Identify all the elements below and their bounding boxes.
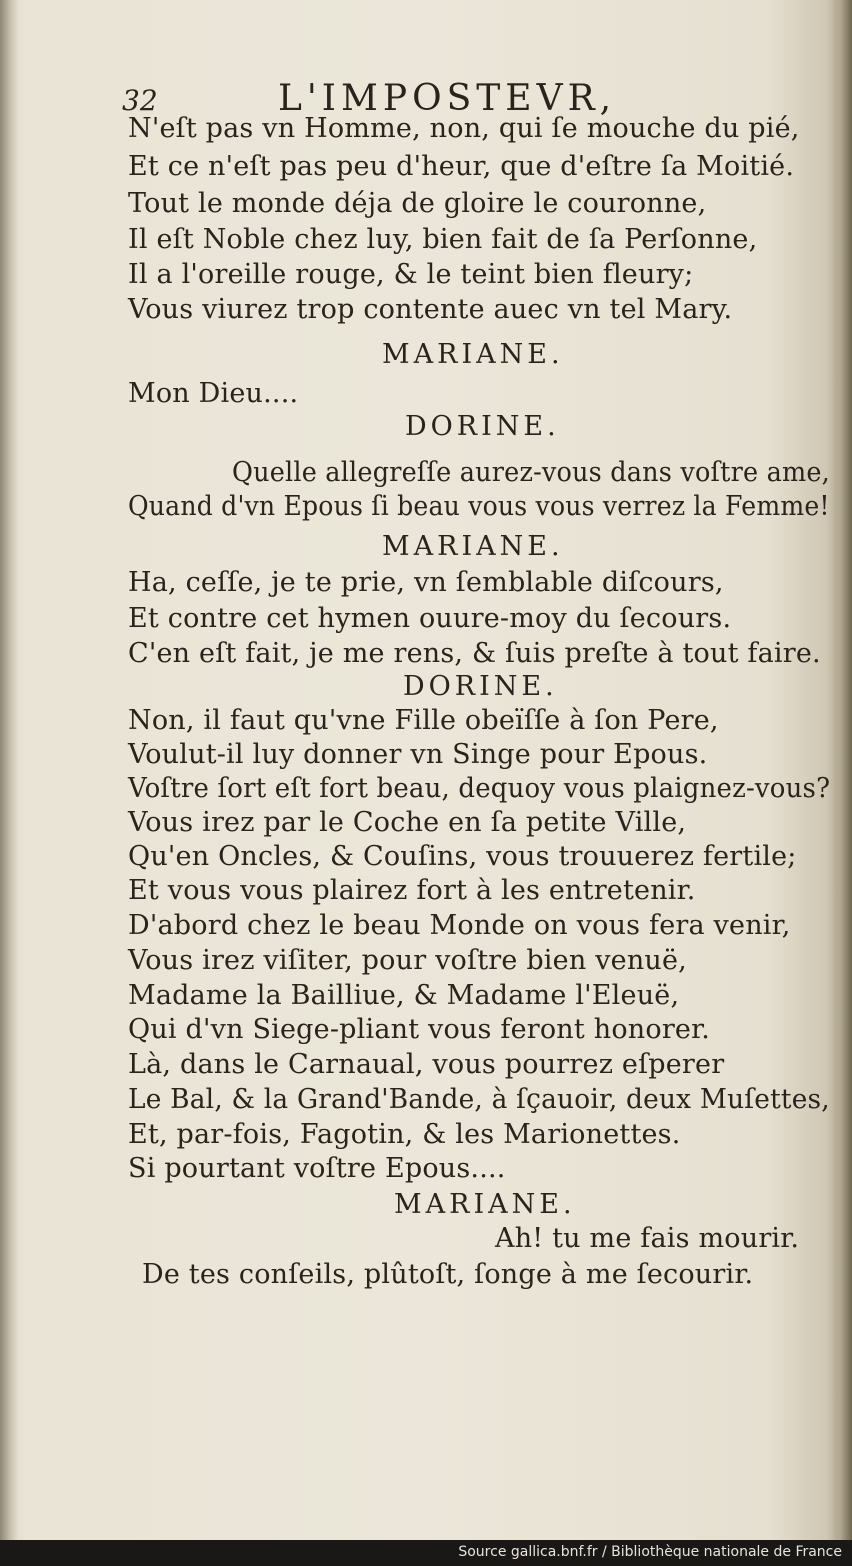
speaker-name: MARIANE. bbox=[394, 1189, 576, 1220]
verse-line: Voulut-il luy donner vn Singe pour Epous. bbox=[128, 739, 708, 770]
verse-line: Ah! tu me fais mourir. bbox=[495, 1223, 800, 1254]
verse-line: Si pourtant voſtre Epous.... bbox=[128, 1153, 506, 1184]
verse-line: N'eſt pas vn Homme, non, qui ſe mouche du pié, bbox=[128, 113, 800, 144]
verse-line: Le Bal, & la Grand'Bande, à ſçauoir, deux Muſettes, bbox=[128, 1084, 830, 1115]
verse-line: Et, par-fois, Fagotin, & les Marionettes. bbox=[128, 1119, 681, 1150]
verse-line: Là, dans le Carnaual, vous pourrez eſperer bbox=[128, 1049, 725, 1080]
page-number: 32 bbox=[122, 84, 158, 117]
verse-line: Et vous vous plairez fort à les entretenir. bbox=[128, 875, 696, 906]
source-attribution: Source gallica.bnf.fr / Bibliothèque nationale de France bbox=[458, 1544, 842, 1560]
verse-line: Et contre cet hymen ouure-moy du ſecours. bbox=[128, 603, 732, 634]
verse-line: Quand d'vn Epous ſi beau vous vous verrez la Femme! bbox=[128, 491, 830, 522]
speaker-name: MARIANE. bbox=[382, 339, 564, 370]
verse-line: Tout le monde déja de gloire le couronne, bbox=[128, 188, 707, 219]
verse-line: Il a l'oreille rouge, & le teint bien fleury; bbox=[128, 259, 694, 290]
verse-line: Vous irez viſiter, pour voſtre bien venuë, bbox=[128, 945, 687, 976]
speaker-name: DORINE. bbox=[405, 411, 560, 442]
running-title: L'IMPOSTEVR, bbox=[278, 78, 617, 119]
verse-line: Mon Dieu.... bbox=[128, 378, 299, 409]
speaker-name: MARIANE. bbox=[382, 531, 564, 562]
footer-bar bbox=[0, 1540, 852, 1566]
verse-line: C'en eſt fait, je me rens, & ſuis preſte à tout faire. bbox=[128, 638, 821, 669]
verse-line: Vous viurez trop contente auec vn tel Mary. bbox=[128, 294, 733, 325]
verse-line: Non, il faut qu'vne Fille obeïſſe à ſon Pere, bbox=[128, 705, 719, 736]
verse-line: Voſtre ſort eſt fort beau, dequoy vous plaignez-vous? bbox=[128, 773, 831, 804]
verse-line: Ha, ceſſe, je te prie, vn ſemblable diſcours, bbox=[128, 567, 724, 598]
verse-line: Il eſt Noble chez luy, bien fait de ſa Perſonne, bbox=[128, 224, 758, 255]
verse-line: De tes conſeils, plûtoſt, ſonge à me ſecourir. bbox=[142, 1259, 754, 1290]
spine-shadow bbox=[0, 0, 18, 1540]
verse-line: Et ce n'eſt pas peu d'heur, que d'eſtre ſa Moitié. bbox=[128, 151, 795, 182]
verse-line: Qui d'vn Siege-pliant vous feront honorer. bbox=[128, 1014, 711, 1045]
speaker-name: DORINE. bbox=[403, 671, 558, 702]
verse-line: D'abord chez le beau Monde on vous fera venir, bbox=[128, 910, 791, 941]
verse-line: Quelle allegreſſe aurez-vous dans voſtre ame, bbox=[232, 457, 830, 488]
verse-line: Vous irez par le Coche en ſa petite Ville, bbox=[128, 807, 687, 838]
verse-line: Madame la Bailliue, & Madame l'Eleuë, bbox=[128, 980, 680, 1011]
verse-line: Qu'en Oncles, & Couſins, vous trouuerez fertile; bbox=[128, 841, 797, 872]
page-edge bbox=[832, 0, 852, 1540]
